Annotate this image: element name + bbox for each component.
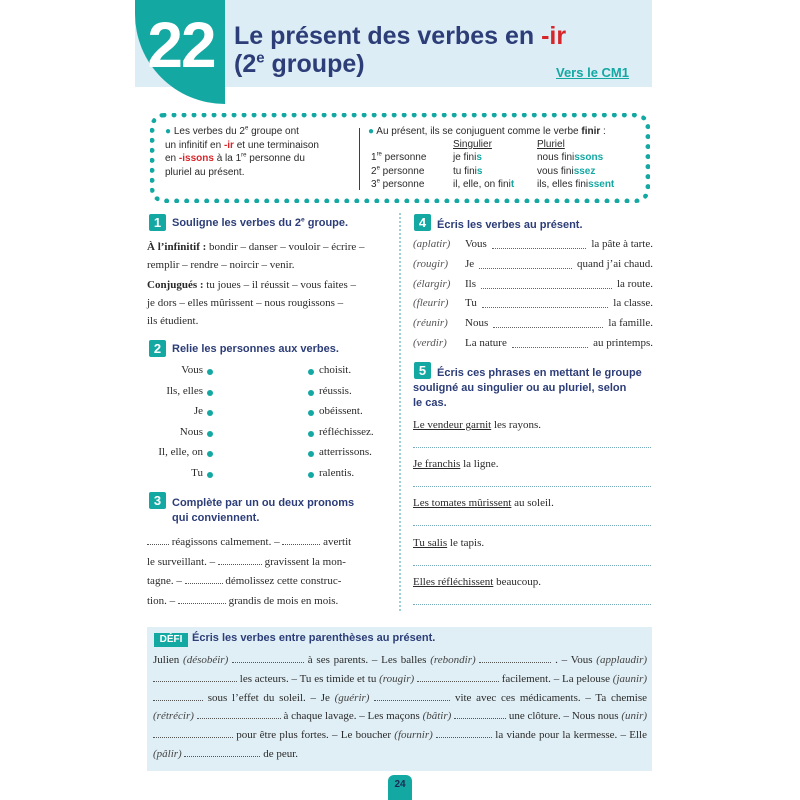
sentence <box>413 537 484 549</box>
exercise-3-number: 3 <box>149 492 166 509</box>
exercise-1-title <box>172 216 348 231</box>
text: démolissez cette construc- <box>222 575 342 587</box>
verb-hint: (verdir) <box>413 337 447 349</box>
page-number: 24 <box>394 779 406 790</box>
text: à ses parents. – Les balles <box>304 654 431 666</box>
sentence-rest: la ligne. <box>460 458 499 471</box>
rule-sup: e <box>245 125 249 132</box>
exercise-3-title <box>172 496 392 526</box>
rule-text: pluriel au présent. <box>165 166 245 178</box>
exercise-4-number: 4 <box>414 214 431 231</box>
exercise-row <box>413 258 653 274</box>
rule-text: à la 1 <box>213 153 242 164</box>
rule-right-intro <box>368 125 606 139</box>
subject: Tu <box>465 297 477 310</box>
text: sous l’effet du soleil. – Je <box>203 691 335 704</box>
text: facilement. – La pelouse <box>498 672 613 685</box>
left-dot-icon[interactable] <box>207 390 213 396</box>
blank-line[interactable] <box>493 327 603 328</box>
title-sup: e <box>301 216 305 224</box>
column-pluriel: Pluriel <box>537 139 565 150</box>
stem: tu fini <box>453 165 477 177</box>
sentence-end: au printemps. <box>593 337 653 349</box>
word-list: ils étudient. <box>147 315 199 327</box>
word-list: je dors – elles mûrissent – nous rougissons – <box>147 297 344 309</box>
verb-hint: (fleurir) <box>413 297 449 310</box>
subtitle-rest: groupe) <box>264 50 365 78</box>
right-dot-icon[interactable] <box>308 472 314 478</box>
rule-highlight: -ir <box>223 139 234 151</box>
left-dot-icon[interactable] <box>207 410 213 416</box>
text: le surveillant. – <box>147 555 216 568</box>
person-sup: e <box>376 165 380 172</box>
exercise-5-title <box>413 366 657 411</box>
exercise-1-infinitives <box>147 238 392 274</box>
person-sup: e <box>376 178 380 185</box>
underlined-group: Tu salis <box>413 536 448 549</box>
verb-hint: (applaudir) <box>596 654 648 666</box>
sentence-end: la pâte à tarte. <box>591 238 653 250</box>
title-part: le cas. <box>413 397 447 409</box>
right-dot-icon[interactable] <box>308 410 314 416</box>
sentence-end: la classe. <box>613 297 653 310</box>
exercise-1-number: 1 <box>149 214 166 231</box>
ending: ssent <box>588 179 615 190</box>
person-word: personne <box>379 179 425 190</box>
rule-text: Les verbes du 2 <box>173 126 245 137</box>
verb-item: ralentis. <box>319 466 355 479</box>
left-dot-icon[interactable] <box>207 369 213 375</box>
sentence <box>413 576 541 588</box>
blank-line[interactable] <box>185 575 223 584</box>
exercise-row <box>413 278 653 294</box>
verb-hint: (guérir) <box>334 691 370 704</box>
rule-left-text <box>165 125 319 179</box>
exercise-2-title: Relie les personnes aux verbes. <box>172 343 339 355</box>
stem: nous fini <box>537 152 575 163</box>
label-conjugues: Conjugués : <box>147 279 204 291</box>
blank-line[interactable] <box>436 729 492 738</box>
rule-text: en <box>165 153 179 164</box>
blank-line[interactable] <box>482 307 608 308</box>
rule-text: personne du <box>246 153 305 164</box>
answer-line[interactable] <box>413 486 651 487</box>
stem: il, elle, on fini <box>453 179 511 190</box>
exercise-3-text <box>147 533 395 611</box>
word-list: tu joues – il réussit – vous faites – <box>203 279 357 291</box>
rule-text: un infinitif en <box>165 139 224 151</box>
text: vite avec ces médicaments. – Ta chemise <box>450 691 647 704</box>
lesson-number: 22 <box>147 9 215 81</box>
plural-form <box>537 178 614 192</box>
rule-verb: finir <box>581 126 601 137</box>
text: pour être plus fortes. – Le boucher <box>233 729 395 742</box>
exercise-4-title: Écris les verbes au présent. <box>437 219 583 231</box>
person-item: Tu <box>191 466 203 479</box>
title-part: souligné au singulier ou au pluriel, selon <box>413 382 627 394</box>
verb-item: atterrissons. <box>319 446 372 458</box>
blank-line[interactable] <box>512 347 588 348</box>
verb-hint: (rougir) <box>379 672 415 685</box>
label-infinitif: À l’infinitif : <box>147 241 207 253</box>
verb-hint: (unir) <box>621 710 648 723</box>
rule-sup: re <box>241 152 247 159</box>
text: une clôture. – Nous nous <box>506 710 622 723</box>
person-num: 3 <box>371 179 377 190</box>
left-dot-icon[interactable] <box>207 472 213 478</box>
ending: t <box>510 179 515 190</box>
rule-text: : <box>600 126 606 137</box>
sentence-rest: le tapis. <box>447 536 485 549</box>
blank-line[interactable] <box>417 673 499 682</box>
defi-badge: DÉFI <box>154 633 188 647</box>
text: réagissons calmement. – <box>169 536 280 548</box>
conjugation-row <box>371 165 651 179</box>
sentence-rest: au soleil. <box>511 497 554 510</box>
singular-form <box>453 165 482 179</box>
column-singulier: Singulier <box>453 139 492 150</box>
subject: Je <box>465 257 475 270</box>
conjugation-table <box>371 151 651 192</box>
blank-line[interactable] <box>218 556 262 565</box>
stem: vous fini <box>537 165 574 177</box>
text: à chaque lavage. – Les maçons <box>280 710 423 723</box>
underlined-group: Le vendeur garnit <box>413 419 492 431</box>
sentence <box>413 419 541 431</box>
verb-hint: (rebondir) <box>430 654 476 666</box>
blank-line[interactable] <box>479 268 572 269</box>
title-part: Complète par un ou deux pronoms <box>172 497 355 509</box>
stem: je fini <box>453 152 477 163</box>
person-sup: re <box>376 151 382 158</box>
subtitle-part: (2 <box>234 50 257 78</box>
exercise-row <box>413 337 653 353</box>
word-list: remplir – rendre – noircir – venir. <box>147 259 295 271</box>
person-item: Ils, elles <box>166 384 203 397</box>
title-part: groupe. <box>304 217 349 229</box>
person-num: 2 <box>371 165 377 177</box>
person-label <box>371 165 424 179</box>
answer-line[interactable] <box>413 604 651 605</box>
text: grandis de mois en mois. <box>225 594 339 607</box>
defi-text <box>153 651 647 764</box>
person-item: Je <box>193 405 203 417</box>
singular-form <box>453 151 482 165</box>
text: tion. – <box>147 594 176 607</box>
verb-hint: (jaunir) <box>612 672 648 685</box>
verb-item: réussis. <box>319 384 352 397</box>
singular-form <box>453 178 514 192</box>
verb-hint: (désobéir) <box>183 654 229 666</box>
sentence-rest: les rayons. <box>491 419 541 431</box>
blank-line[interactable] <box>153 673 237 682</box>
left-dot-icon[interactable] <box>207 451 213 457</box>
title-part: Souligne les verbes du 2 <box>172 217 301 229</box>
exercise-2-number: 2 <box>149 340 166 357</box>
ending: ssons <box>574 152 604 163</box>
rule-divider <box>359 128 360 190</box>
text: tagne. – <box>147 575 182 587</box>
rule-highlight: -issons <box>178 153 214 164</box>
rule-text: Au présent, ils se conjuguent comme le verbe <box>376 126 582 137</box>
answer-line[interactable] <box>413 565 651 566</box>
blank-line[interactable] <box>153 692 203 701</box>
bullet-icon: ● <box>368 126 375 137</box>
exercise-row <box>413 297 653 313</box>
exercise-row <box>413 317 653 333</box>
title-part: Écris ces phrases en mettant le groupe <box>437 367 642 379</box>
person-item: Nous <box>179 425 203 438</box>
bullet-icon: ● <box>165 126 172 137</box>
sentence <box>413 458 499 470</box>
blank-line[interactable] <box>481 288 612 289</box>
subject: Nous <box>465 317 489 330</box>
rule-text: et une terminaison <box>233 139 319 151</box>
right-dot-icon[interactable] <box>308 369 314 375</box>
person-label <box>371 178 424 192</box>
right-dot-icon[interactable] <box>308 390 314 396</box>
blank-line[interactable] <box>454 710 506 719</box>
text: la viande pour la kermesse. – Elle <box>492 729 647 742</box>
verb-item: obéissent. <box>319 405 363 417</box>
sentence <box>413 497 554 509</box>
blank-line[interactable] <box>178 595 226 604</box>
exercise-5-number: 5 <box>414 362 431 379</box>
rule-text: groupe ont <box>248 126 299 137</box>
blank-line[interactable] <box>479 654 551 663</box>
text: les acteurs. – Tu es timide et tu <box>237 672 380 685</box>
text: gravissent la mon- <box>261 555 346 568</box>
sentence-end: quand j’ai chaud. <box>576 257 653 270</box>
conjugation-row <box>371 178 651 192</box>
lesson-title <box>234 22 566 51</box>
right-dot-icon[interactable] <box>308 451 314 457</box>
subject: Ils <box>465 277 476 290</box>
ending: s <box>476 152 482 163</box>
subtitle-sup: e <box>256 49 265 67</box>
lesson-subtitle <box>234 50 365 79</box>
text: . – Vous <box>551 654 597 666</box>
blank-line[interactable] <box>147 536 169 545</box>
plural-form <box>537 165 595 179</box>
verb-hint: (rougir) <box>413 257 449 270</box>
defi-title: Écris les verbes entre parenthèses au présent. <box>192 632 436 644</box>
blank-line[interactable] <box>153 729 233 738</box>
word-list: bondir – danser – vouloir – écrire – <box>206 241 365 253</box>
title-highlight: -ir <box>541 22 567 50</box>
title-part: qui conviennent. <box>172 512 260 524</box>
verb-hint: (élargir) <box>413 277 451 290</box>
person-num: 1 <box>371 152 377 163</box>
stem: ils, elles fini <box>537 179 589 190</box>
text: de peur. <box>260 747 299 760</box>
blank-line[interactable] <box>184 748 260 757</box>
underlined-group: Elles réfléchissent <box>413 575 494 588</box>
exercise-row <box>413 238 653 254</box>
person-word: personne <box>379 165 425 177</box>
verb-hint: (réunir) <box>413 317 448 330</box>
subject: Vous <box>465 238 487 250</box>
plural-form <box>537 151 603 165</box>
text: avertit <box>320 536 352 548</box>
blank-line[interactable] <box>492 248 586 249</box>
ending: s <box>476 165 483 177</box>
person-word: personne <box>381 152 427 163</box>
sentence-rest: beaucoup. <box>493 575 541 588</box>
ending: ssez <box>573 165 596 177</box>
verb-hint: (aplatir) <box>413 238 451 250</box>
right-dot-icon[interactable] <box>308 431 314 437</box>
conjugation-row <box>371 151 651 165</box>
blank-line[interactable] <box>374 692 450 701</box>
person-label <box>371 151 426 165</box>
subject: La nature <box>465 337 507 349</box>
underlined-group: Les tomates mûrissent <box>413 497 512 510</box>
verb-item: choisit. <box>319 364 352 376</box>
sentence-end: la route. <box>616 277 653 290</box>
answer-line[interactable] <box>413 447 651 448</box>
sentence-end: la famille. <box>608 317 653 330</box>
verb-hint: (pâlir) <box>153 747 182 760</box>
verb-hint: (rétrécir) <box>153 710 194 723</box>
underlined-group: Je franchis <box>413 458 461 471</box>
verb-item: réfléchissez. <box>319 425 374 438</box>
text: Julien <box>153 654 184 666</box>
verb-hint: (bâtir) <box>422 710 452 723</box>
column-divider <box>399 213 401 611</box>
blank-line[interactable] <box>232 654 304 663</box>
person-item: Il, elle, on <box>158 446 203 458</box>
answer-line[interactable] <box>413 525 651 526</box>
verb-hint: (fournir) <box>394 729 433 742</box>
person-item: Vous <box>181 364 203 376</box>
blank-line[interactable] <box>197 710 281 719</box>
left-dot-icon[interactable] <box>207 431 213 437</box>
exercise-1-conjugated <box>147 276 392 330</box>
blank-line[interactable] <box>282 536 320 545</box>
level-label: Vers le CM1 <box>556 65 629 80</box>
title-prefix: Le présent des verbes en <box>234 22 542 50</box>
